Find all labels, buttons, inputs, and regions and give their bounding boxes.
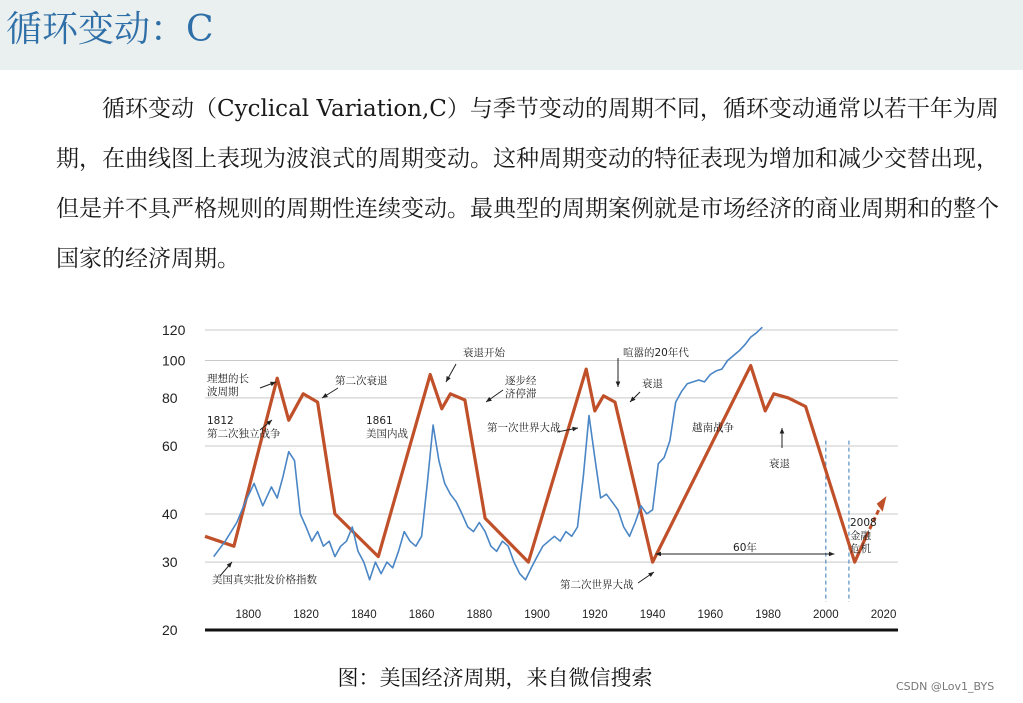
annotation-stagnation: 逐步经济停滞	[505, 375, 537, 400]
watermark: CSDN @Lov1_BYS	[896, 680, 995, 693]
arrow-roaring-20s-head	[616, 381, 621, 387]
price-index-line	[214, 327, 763, 580]
x-tick-label: 1920	[582, 609, 608, 621]
intro-paragraph	[56, 84, 1006, 284]
y-tick-label: 100	[162, 352, 186, 369]
annotation-price-index: 美国真实批发价格指数	[212, 574, 317, 586]
forecast-arrowhead	[877, 496, 887, 512]
x-tick-label: 2020	[870, 609, 897, 621]
y-tick-label: 80	[162, 389, 178, 406]
arrow-recession-2-head	[780, 428, 785, 434]
x-tick-label: 1960	[697, 609, 724, 621]
slide-title: 循环变动：C	[6, 9, 214, 50]
guide-lines	[826, 441, 849, 602]
x-tick-label: 1980	[755, 609, 781, 621]
annotation-second-recession: 第二次衰退	[335, 375, 388, 387]
annotation-recession-start: 衰退开始	[463, 347, 505, 359]
x-tick-label: 1820	[293, 609, 319, 621]
annotation-1812: 1812 第二次独立战争	[207, 415, 281, 440]
slide-header	[0, 0, 1023, 70]
y-axis-ticks	[162, 322, 186, 638]
y-tick-label: 120	[162, 322, 186, 338]
annotation-roaring-20s: 喧嚣的20年代	[623, 347, 689, 359]
annotation-60-years: 60年	[733, 541, 757, 554]
series-layer	[205, 327, 886, 580]
arrow-ww1-head	[572, 427, 578, 432]
x-tick-label: 1900	[524, 609, 550, 621]
annotation-recession: 衰退	[642, 378, 663, 390]
annotation-ww1: 第一次世界大战	[487, 422, 561, 434]
annotation-ww2: 第二次世界大战	[560, 579, 634, 591]
us-economic-cycle-chart	[160, 310, 915, 650]
figure-caption: 图：美国经济周期，来自微信搜索	[337, 666, 653, 690]
annotation-2008-crisis: 2008 金融危机	[850, 517, 877, 555]
arrow-ww2-head	[648, 572, 654, 577]
y-tick-label: 20	[162, 622, 178, 638]
x-tick-label: 1860	[408, 609, 435, 621]
span-arrow-right-head	[829, 552, 835, 557]
x-tick-label: 1880	[466, 609, 493, 621]
y-tick-label: 30	[162, 554, 178, 571]
x-tick-label: 1840	[351, 609, 377, 621]
x-tick-label: 1940	[639, 609, 666, 621]
x-tick-label: 1800	[235, 609, 262, 621]
annotation-layer	[207, 346, 877, 591]
arrow-second-recession-head	[322, 393, 328, 398]
y-tick-label: 60	[162, 438, 178, 455]
y-tick-label: 40	[162, 505, 178, 522]
x-tick-label: 2000	[813, 609, 839, 621]
annotation-vietnam: 越南战争	[692, 422, 734, 434]
annotation-recession-2: 衰退	[769, 458, 790, 470]
annotation-1861: 1861 美国内战	[366, 415, 408, 440]
paragraph-text: 循环变动（Cyclical Variation,C）与季节变动的周期不同，循环变动通常以若干年为周期，在曲线图上表现为波浪式的周期变动。这种周期变动的特征表现为增加和减少交替出现，但是并不具严格规则的周期性连续变动。最典型的周期案例就是市场经济的商业周期和的整个国家的经济周期。	[56, 96, 999, 272]
annotation-long-wave: 理想的长波周期	[207, 373, 249, 398]
x-axis-ticks	[236, 609, 897, 621]
